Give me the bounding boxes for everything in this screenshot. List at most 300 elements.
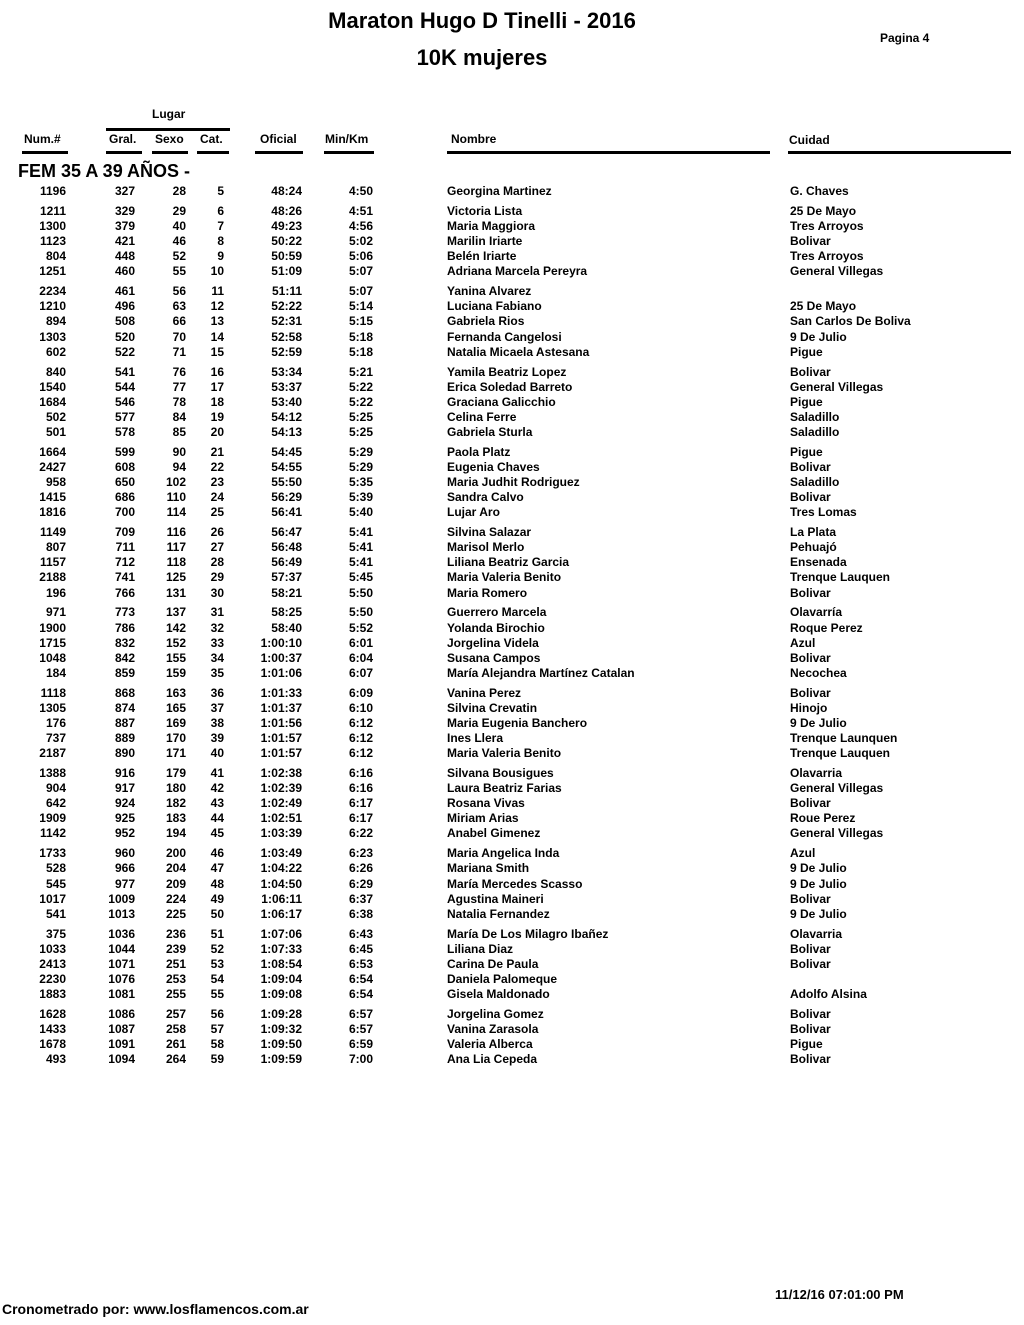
pace: 5:41 <box>348 540 373 555</box>
runner-city: Tres Arroyos <box>790 249 864 264</box>
place-gender: 163 <box>165 685 186 700</box>
official-time: 54:12 <box>271 409 302 424</box>
place-gender: 170 <box>165 731 186 745</box>
place-general: 741 <box>114 570 135 585</box>
pace: 5:50 <box>348 605 373 620</box>
runner-name: Eugenia Chaves <box>447 459 540 474</box>
runner-city: San Carlos De Boliva <box>790 314 911 329</box>
runner-name: Liliana Diaz <box>447 941 514 956</box>
place-gender: 46 <box>172 234 186 249</box>
bib-number: 1196 <box>39 184 66 198</box>
runner-city: Roque Perez <box>790 620 863 635</box>
runner-name: Silvina Salazar <box>447 525 532 540</box>
place-general: 889 <box>114 731 135 745</box>
official-time: 1:09:28 <box>260 1006 302 1021</box>
place-general: 1087 <box>108 1022 135 1036</box>
place-gender: 179 <box>165 766 186 780</box>
place-gender: 70 <box>172 329 186 344</box>
place-gender: 194 <box>165 826 186 841</box>
runner-city: Bolivar <box>790 796 831 811</box>
pace: 6:09 <box>348 685 373 700</box>
runner-city: Tres Lomas <box>790 505 857 520</box>
runner-city: Olavarria <box>790 926 843 941</box>
place-general: 329 <box>114 203 135 218</box>
official-time: 50:59 <box>271 249 302 264</box>
table-row <box>0 525 1024 540</box>
runner-city: Bolivar <box>790 459 831 474</box>
print-timestamp: 11/12/16 07:01:00 PM <box>775 1287 904 1302</box>
place-general: 1091 <box>108 1037 135 1052</box>
bib-number: 904 <box>45 781 66 796</box>
official-time: 55:50 <box>271 475 302 489</box>
runner-name: Victoria Lista <box>447 203 523 218</box>
bib-number: 545 <box>45 876 66 891</box>
table-row <box>0 490 1024 505</box>
official-time: 58:25 <box>271 605 302 620</box>
page-subtitle: 10K mujeres <box>416 45 548 70</box>
bib-number: 840 <box>45 364 66 379</box>
runner-city: 9 De Julio <box>790 876 847 891</box>
official-time: 54:45 <box>271 444 302 459</box>
official-time: 53:37 <box>271 379 302 394</box>
runner-city: 9 De Julio <box>790 906 847 921</box>
place-category: 5 <box>217 184 224 198</box>
official-time: 1:02:38 <box>260 766 302 780</box>
runner-city: Tres Arroyos <box>790 219 864 233</box>
official-time: 1:09:04 <box>260 971 302 986</box>
runner-city: Saladillo <box>790 409 840 424</box>
place-category: 17 <box>210 379 224 394</box>
place-general: 832 <box>114 635 135 650</box>
bib-number: 1157 <box>39 555 66 570</box>
place-general: 421 <box>114 234 135 249</box>
official-time: 1:04:22 <box>260 861 302 876</box>
runner-name: Mariana Smith <box>447 861 530 876</box>
place-category: 34 <box>210 650 224 665</box>
place-general: 917 <box>114 781 135 796</box>
place-general: 544 <box>114 379 135 394</box>
place-gender: 55 <box>172 264 186 279</box>
official-time: 1:00:37 <box>260 650 302 665</box>
bib-number: 375 <box>45 926 66 941</box>
pace: 4:51 <box>348 203 373 218</box>
column-header-ciudad: Cuidad <box>789 133 830 147</box>
place-general: 960 <box>114 846 135 861</box>
table-row <box>0 284 1024 299</box>
place-category: 18 <box>210 394 224 409</box>
table-row <box>0 636 1024 651</box>
table-row <box>0 621 1024 636</box>
bib-number: 1715 <box>39 635 66 650</box>
runner-city: Pehuajó <box>790 540 837 555</box>
runner-name: Maria Eugenia Banchero <box>447 715 588 730</box>
place-general: 546 <box>114 394 135 409</box>
place-general: 709 <box>114 525 135 540</box>
column-header-cat: Cat. <box>200 132 223 146</box>
pace: 5:45 <box>348 570 373 585</box>
table-row <box>0 892 1024 907</box>
runner-city: Bolivar <box>790 891 831 906</box>
official-time: 56:41 <box>271 505 302 520</box>
runner-name: Carina De Paula <box>447 956 539 971</box>
official-time: 52:31 <box>271 314 302 329</box>
official-time: 56:49 <box>271 555 302 570</box>
runner-name: María Mercedes Scasso <box>447 876 583 891</box>
bib-number: 1388 <box>39 766 66 780</box>
runner-city: Bolivar <box>790 956 831 971</box>
pace: 5:41 <box>348 555 373 570</box>
runner-name: Maria Maggiora <box>447 219 536 233</box>
column-header-minkm: Min/Km <box>325 132 369 146</box>
pace: 6:17 <box>348 796 373 811</box>
pace: 5:50 <box>348 585 373 600</box>
table-row <box>0 666 1024 681</box>
pace: 5:22 <box>348 379 373 394</box>
runner-name: Adriana Marcela Pereyra <box>447 264 588 279</box>
official-time: 1:01:06 <box>260 665 302 680</box>
place-gender: 78 <box>172 394 186 409</box>
place-category: 19 <box>210 409 224 424</box>
place-gender: 117 <box>166 540 186 555</box>
runner-name: Vanina Perez <box>447 685 522 700</box>
table-row <box>0 846 1024 861</box>
official-time: 1:01:37 <box>260 700 302 715</box>
place-gender: 209 <box>165 876 186 891</box>
runner-city: Azul <box>790 635 816 650</box>
bib-number: 196 <box>45 585 66 600</box>
place-category: 35 <box>210 665 224 680</box>
place-category: 14 <box>210 329 224 344</box>
table-row <box>0 380 1024 395</box>
place-general: 916 <box>114 766 135 780</box>
table-row <box>0 570 1024 585</box>
bib-number: 2427 <box>39 459 66 474</box>
runner-name: Yolanda Birochio <box>447 620 545 635</box>
runner-name: Georgina Martinez <box>447 184 552 198</box>
place-general: 327 <box>114 184 135 198</box>
category-heading: FEM 35 A 39 AÑOS - <box>18 161 191 181</box>
place-category: 55 <box>210 987 224 1001</box>
runner-name: Belén Iriarte <box>447 249 517 264</box>
place-general: 711 <box>115 540 135 555</box>
runner-city: Bolivar <box>790 1052 831 1067</box>
place-category: 24 <box>210 490 224 505</box>
place-general: 460 <box>114 264 135 279</box>
runner-city: G. Chaves <box>790 184 849 198</box>
runner-name: María Alejandra Martínez Catalan <box>447 665 635 680</box>
place-gender: 169 <box>165 715 186 730</box>
place-general: 966 <box>114 861 135 876</box>
pace: 6:10 <box>348 700 373 715</box>
official-time: 1:00:10 <box>260 635 302 650</box>
runner-name: Luciana Fabiano <box>447 299 542 314</box>
pace: 6:04 <box>348 650 373 665</box>
column-header-sexo: Sexo <box>155 132 184 146</box>
runner-name: Agustina Maineri <box>447 891 544 906</box>
table-row <box>0 796 1024 811</box>
official-time: 58:40 <box>271 620 302 635</box>
bib-number: 1149 <box>39 525 66 540</box>
place-category: 48 <box>210 876 224 891</box>
runner-name: Lujar Aro <box>447 505 500 520</box>
page-title: Maraton Hugo D Tinelli - 2016 <box>328 8 636 33</box>
table-row <box>0 1037 1024 1052</box>
place-general: 924 <box>114 796 135 811</box>
runner-name: Guerrero Marcela <box>447 605 547 620</box>
place-gender: 251 <box>165 956 186 971</box>
place-gender: 116 <box>166 525 186 540</box>
place-general: 890 <box>114 746 135 761</box>
place-general: 608 <box>114 459 135 474</box>
pace: 4:50 <box>348 184 373 198</box>
bib-number: 184 <box>45 665 66 680</box>
place-category: 59 <box>210 1052 224 1067</box>
table-row <box>0 264 1024 279</box>
place-gender: 114 <box>166 505 186 520</box>
pace: 6:54 <box>348 987 373 1001</box>
pace: 5:29 <box>348 444 373 459</box>
place-general: 1013 <box>108 906 135 921</box>
place-category: 23 <box>210 475 224 489</box>
place-category: 9 <box>217 249 224 264</box>
runner-city: General Villegas <box>790 826 884 841</box>
runner-city: Pigue <box>790 394 823 409</box>
bib-number: 1305 <box>39 700 66 715</box>
pace: 5:06 <box>348 249 373 264</box>
runner-name: Ines Llera <box>447 731 504 745</box>
place-general: 952 <box>114 826 135 841</box>
bib-number: 2234 <box>39 284 66 299</box>
place-general: 599 <box>114 444 135 459</box>
runner-city: Pigue <box>790 1037 823 1052</box>
table-row <box>0 445 1024 460</box>
place-general: 1036 <box>108 926 135 941</box>
official-time: 1:04:50 <box>260 876 302 891</box>
table-row <box>0 475 1024 490</box>
pace: 5:15 <box>348 314 373 329</box>
runner-name: Silvina Crevatin <box>447 700 538 715</box>
runner-name: Daniela Palomeque <box>447 971 558 986</box>
column-header-gral: Gral. <box>109 132 137 146</box>
official-time: 49:23 <box>271 219 302 233</box>
table-row <box>0 942 1024 957</box>
official-time: 1:01:57 <box>260 731 302 745</box>
place-gender: 225 <box>165 906 186 921</box>
place-gender: 255 <box>165 987 186 1001</box>
pace: 5:25 <box>348 409 373 424</box>
official-time: 1:02:51 <box>260 811 302 826</box>
place-general: 977 <box>114 876 135 891</box>
place-category: 11 <box>211 284 224 299</box>
place-general: 1076 <box>108 971 135 986</box>
place-category: 39 <box>210 731 224 745</box>
runner-city: 25 De Mayo <box>790 203 857 218</box>
table-row <box>0 586 1024 601</box>
runner-name: Valeria Alberca <box>447 1037 533 1052</box>
place-general: 1086 <box>108 1006 135 1021</box>
bib-number: 1210 <box>39 299 66 314</box>
official-time: 48:26 <box>271 203 302 218</box>
bib-number: 1142 <box>39 826 66 841</box>
place-general: 786 <box>114 620 135 635</box>
runner-name: Miriam Arias <box>447 811 519 826</box>
runner-city: Bolivar <box>790 685 831 700</box>
place-gender: 258 <box>165 1022 186 1036</box>
place-gender: 142 <box>165 620 186 635</box>
runner-name: Silvana Bousigues <box>447 766 554 780</box>
table-row <box>0 505 1024 520</box>
bib-number: 1118 <box>40 685 66 700</box>
table-row <box>0 460 1024 475</box>
table-row <box>0 811 1024 826</box>
place-category: 52 <box>210 941 224 956</box>
official-time: 57:37 <box>271 570 302 585</box>
place-gender: 77 <box>172 379 186 394</box>
pace: 6:23 <box>348 846 373 861</box>
bib-number: 502 <box>45 409 66 424</box>
pace: 5:22 <box>348 394 373 409</box>
place-general: 874 <box>114 700 135 715</box>
place-general: 1009 <box>108 891 135 906</box>
place-gender: 137 <box>165 605 186 620</box>
runner-name: Maria Valeria Benito <box>447 570 562 585</box>
place-category: 40 <box>210 746 224 761</box>
runner-name: María De Los Milagro Ibañez <box>447 926 609 941</box>
runner-city: Bolivar <box>790 234 831 249</box>
table-row <box>0 907 1024 922</box>
runner-name: Jorgelina Videla <box>447 635 539 650</box>
pace: 6:38 <box>348 906 373 921</box>
official-time: 1:03:49 <box>260 846 302 861</box>
pace: 6:12 <box>348 731 373 745</box>
place-category: 15 <box>210 344 224 359</box>
place-category: 6 <box>217 203 224 218</box>
bib-number: 501 <box>45 424 66 439</box>
bib-number: 1123 <box>39 234 66 249</box>
place-general: 700 <box>114 505 135 520</box>
place-category: 36 <box>210 685 224 700</box>
runner-city: Ensenada <box>790 555 847 570</box>
runner-name: Fernanda Cangelosi <box>447 329 562 344</box>
official-time: 53:34 <box>271 364 302 379</box>
runner-name: Anabel Gimenez <box>447 826 541 841</box>
pace: 6:45 <box>348 941 373 956</box>
bib-number: 1048 <box>39 650 66 665</box>
place-general: 520 <box>114 329 135 344</box>
runner-city: Bolivar <box>790 941 831 956</box>
runner-name: Yanina Alvarez <box>447 284 532 299</box>
column-header-num: Num.# <box>24 132 61 146</box>
bib-number: 1300 <box>39 219 66 233</box>
table-row <box>0 651 1024 666</box>
place-category: 50 <box>210 906 224 921</box>
pace: 6:16 <box>348 766 373 780</box>
place-general: 578 <box>114 424 135 439</box>
official-time: 54:13 <box>271 424 302 439</box>
place-category: 37 <box>210 700 224 715</box>
table-row <box>0 1052 1024 1067</box>
place-gender: 76 <box>172 364 186 379</box>
runner-city: Bolivar <box>790 585 831 600</box>
place-general: 859 <box>114 665 135 680</box>
place-category: 26 <box>210 525 224 540</box>
official-time: 50:22 <box>271 234 302 249</box>
place-category: 28 <box>210 555 224 570</box>
place-category: 33 <box>210 635 224 650</box>
official-time: 1:08:54 <box>260 956 302 971</box>
pace: 5:02 <box>348 234 373 249</box>
runner-city: La Plata <box>790 525 837 540</box>
bib-number: 1211 <box>39 203 66 218</box>
place-gender: 52 <box>172 249 186 264</box>
runner-city: Bolivar <box>790 364 831 379</box>
official-time: 52:59 <box>271 344 302 359</box>
column-group-lugar: Lugar <box>152 107 186 121</box>
bib-number: 737 <box>45 731 66 745</box>
table-row <box>0 716 1024 731</box>
runner-name: Maria Judhit Rodriguez <box>447 475 580 489</box>
bib-number: 1033 <box>39 941 66 956</box>
bib-number: 528 <box>45 861 66 876</box>
place-gender: 131 <box>165 585 186 600</box>
bib-number: 1017 <box>39 891 66 906</box>
bib-number: 807 <box>45 540 66 555</box>
runner-name: Jorgelina Gomez <box>447 1006 544 1021</box>
runner-name: Marilin Iriarte <box>447 234 523 249</box>
table-row <box>0 972 1024 987</box>
pace: 5:18 <box>348 344 373 359</box>
bib-number: 1303 <box>39 329 66 344</box>
place-category: 57 <box>210 1022 224 1036</box>
place-gender: 261 <box>165 1037 186 1052</box>
place-gender: 180 <box>165 781 186 796</box>
bib-number: 541 <box>45 906 66 921</box>
pace: 6:57 <box>348 1006 373 1021</box>
table-row <box>0 204 1024 219</box>
runner-city: Olavarria <box>790 766 843 780</box>
official-time: 1:09:59 <box>260 1052 302 1067</box>
place-general: 496 <box>114 299 135 314</box>
runner-city: Olavarría <box>790 605 843 620</box>
official-time: 1:09:32 <box>260 1022 302 1036</box>
runner-city: 9 De Julio <box>790 861 847 876</box>
place-general: 1071 <box>108 956 135 971</box>
bib-number: 1678 <box>39 1037 66 1052</box>
place-gender: 94 <box>172 459 186 474</box>
place-gender: 90 <box>172 444 186 459</box>
place-general: 686 <box>114 490 135 505</box>
place-category: 49 <box>210 891 224 906</box>
pace: 6:37 <box>348 891 373 906</box>
pace: 6:07 <box>348 665 373 680</box>
official-time: 52:58 <box>271 329 302 344</box>
place-category: 12 <box>210 299 224 314</box>
table-row <box>0 686 1024 701</box>
place-category: 25 <box>210 505 224 520</box>
official-time: 56:47 <box>271 525 302 540</box>
official-time: 58:21 <box>271 585 302 600</box>
runner-name: Ana Lia Cepeda <box>447 1052 538 1067</box>
pace: 5:14 <box>348 299 373 314</box>
table-row <box>0 861 1024 876</box>
table-row <box>0 957 1024 972</box>
table-row <box>0 746 1024 761</box>
place-gender: 66 <box>172 314 186 329</box>
table-row <box>0 731 1024 746</box>
column-header-nombre: Nombre <box>451 132 497 146</box>
pace: 6:12 <box>348 715 373 730</box>
place-gender: 84 <box>172 409 186 424</box>
